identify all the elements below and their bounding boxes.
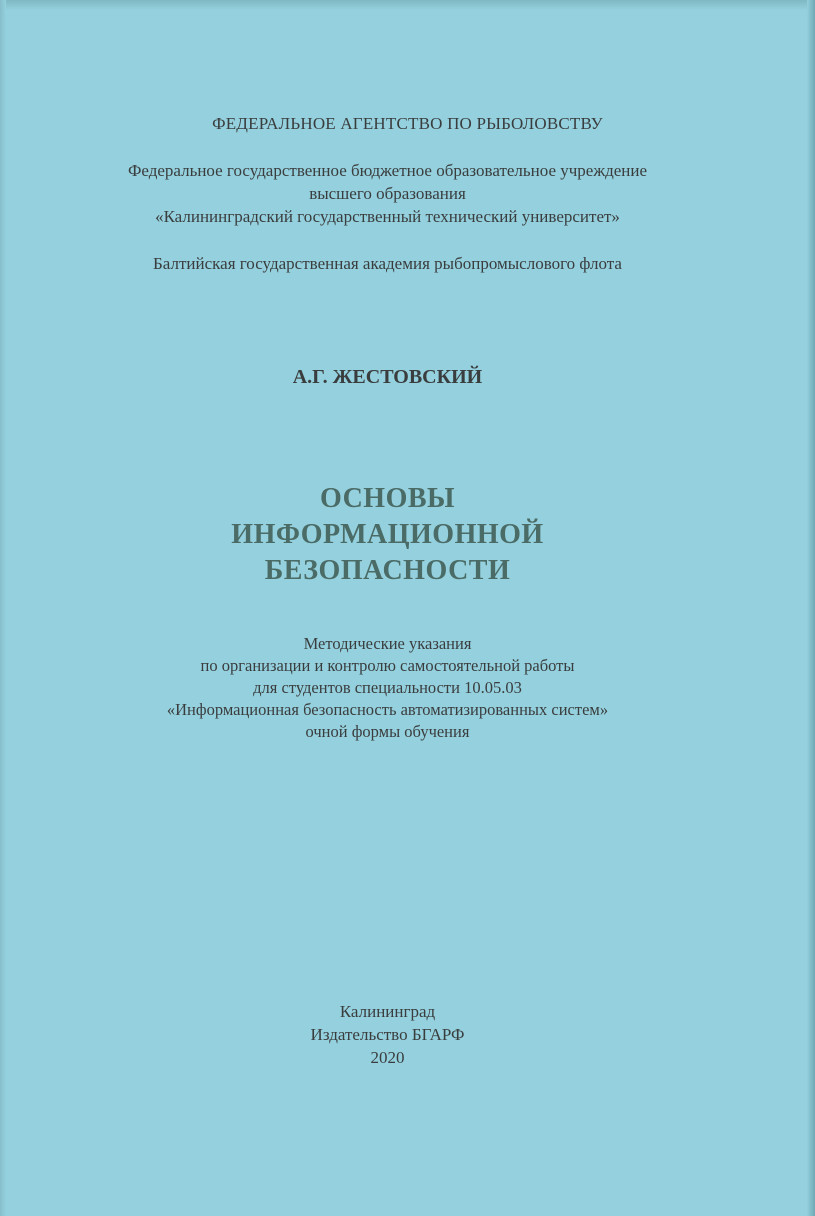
title-line-3: БЕЗОПАСНОСТИ <box>264 555 511 586</box>
imprint-block <box>0 1000 795 1069</box>
agency-heading <box>0 114 815 134</box>
subtitle-line-1: Методические указания <box>303 634 472 653</box>
title-line-1: ОСНОВЫ <box>319 483 456 514</box>
book-title <box>0 481 795 589</box>
academy-block <box>0 254 795 274</box>
subtitle-line-5: очной формы обучения <box>305 722 470 741</box>
imprint-publisher: Издательство БГАРФ <box>310 1025 465 1044</box>
imprint-year: 2020 <box>370 1048 405 1067</box>
subtitle-line-4: «Информационная безопасность автоматизированных систем» <box>166 700 609 719</box>
academy-name: Балтийская государственная академия рыбопромыслового флота <box>153 254 622 273</box>
subtitle-line-3: для студентов специальности 10.05.03 <box>253 678 522 697</box>
institution-line-3: «Калининградский государственный технический университет» <box>155 207 620 226</box>
author-name: А.Г. ЖЕСТОВСКИЙ <box>292 366 483 388</box>
institution-block <box>0 159 795 228</box>
book-subtitle <box>0 633 795 743</box>
imprint-city: Калининград <box>339 1002 436 1021</box>
institution-line-2: высшего образования <box>309 184 466 203</box>
cover-right-edge <box>807 0 815 1216</box>
author-block <box>0 366 795 389</box>
title-line-2: ИНФОРМАЦИОННОЙ <box>231 519 544 550</box>
cover-top-edge <box>0 0 815 10</box>
agency-name: ФЕДЕРАЛЬНОЕ АГЕНТСТВО ПО РЫБОЛОВСТВУ <box>212 114 603 133</box>
institution-line-1: Федеральное государственное бюджетное образовательное учреждение <box>127 161 648 180</box>
subtitle-line-2: по организации и контролю самостоятельной работы <box>200 656 575 675</box>
